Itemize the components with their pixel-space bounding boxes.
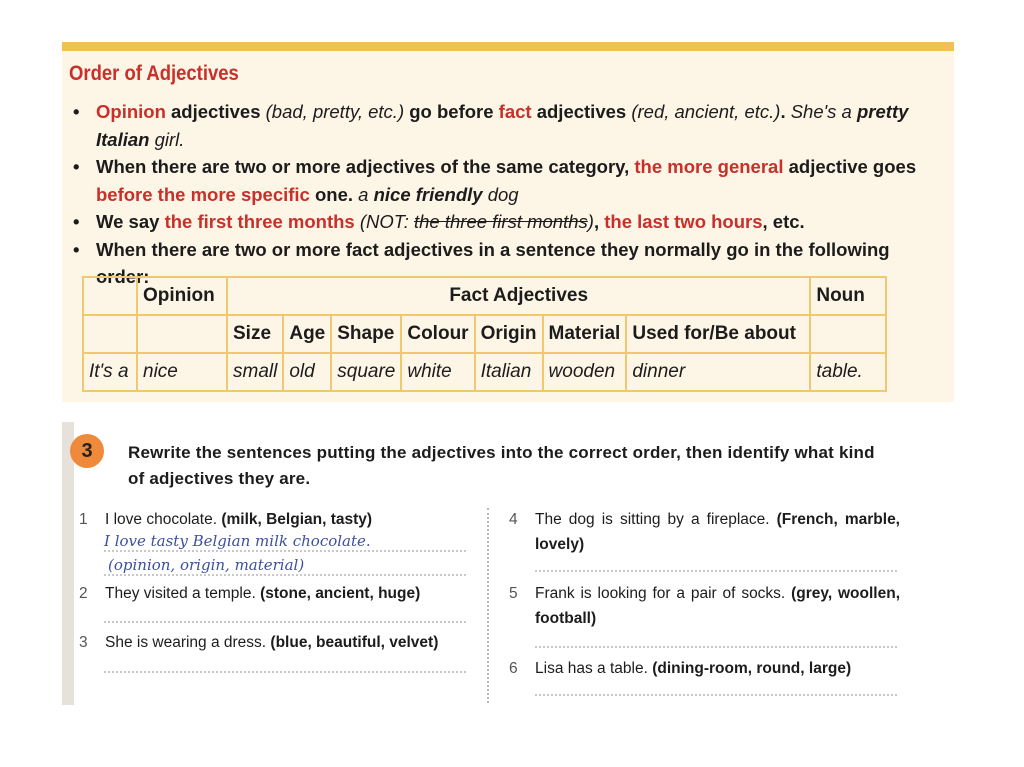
table-cell: wooden	[543, 353, 627, 391]
list-item: 3 She is wearing a dress. (blue, beautiful, velvet)	[79, 634, 439, 651]
bullet-icon: •	[73, 101, 80, 122]
answer-line	[535, 694, 897, 696]
table-cell	[83, 315, 137, 353]
table-header-size: Size	[227, 315, 283, 353]
table-cell	[83, 277, 137, 315]
page-edge-shadow	[62, 422, 74, 705]
answer-line	[104, 671, 466, 673]
table-cell: square	[331, 353, 401, 391]
rule-4: • When there are two or more fact adjectives in a sentence they normally go in the following order:	[70, 236, 948, 291]
table-cell	[137, 315, 227, 353]
column-divider	[487, 508, 489, 703]
table-header-used-for: Used for/Be about	[626, 315, 810, 353]
table-cell: It's a	[83, 353, 137, 391]
adjective-order-table	[82, 276, 887, 392]
table-header-origin: Origin	[475, 315, 543, 353]
rule-1: • Opinion adjectives (bad, pretty, etc.) go before fact adjectives (red, ancient, etc.). She's a pretty Italian girl.	[70, 98, 948, 153]
section-title: Order of Adjectives	[69, 62, 239, 85]
handwritten-answer: (opinion, origin, material)	[108, 556, 305, 574]
handwritten-answer: I love tasty Belgian milk chocolate.	[104, 532, 371, 550]
exercise-number-badge: 3	[70, 434, 104, 468]
answer-line	[104, 621, 466, 623]
table-header-noun: Noun	[810, 277, 886, 315]
table-header-material: Material	[543, 315, 627, 353]
answer-line	[535, 570, 897, 572]
table-cell	[810, 315, 886, 353]
table-cell: nice	[137, 353, 227, 391]
bullet-icon: •	[73, 238, 80, 260]
table-cell: white	[401, 353, 474, 391]
table-header-row	[83, 277, 886, 315]
answer-line	[104, 550, 466, 552]
table-header-shape: Shape	[331, 315, 401, 353]
exercise-instruction: Rewrite the sentences putting the adjectives into the correct order, then identify what kind of adjectives they are.	[128, 443, 875, 488]
table-cell: Italian	[475, 353, 543, 391]
table-header-age: Age	[283, 315, 331, 353]
table-cell: small	[227, 353, 283, 391]
table-example-row	[83, 353, 886, 391]
rule-2: • When there are two or more adjectives of the same category, the more general adjective goes before the more specific one. a nice friendly dog	[70, 153, 948, 208]
list-item: 5 Frank is looking for a pair of socks. (grey, woollen, football)	[509, 585, 900, 627]
list-item: 1 I love chocolate. (milk, Belgian, tasty)	[79, 511, 373, 528]
table-cell: old	[283, 353, 331, 391]
bullet-icon: •	[73, 211, 80, 232]
top-accent-bar	[62, 42, 954, 51]
table-header-colour: Colour	[401, 315, 474, 353]
bullet-icon: •	[73, 156, 80, 177]
list-item: 6 Lisa has a table. (dining-room, round, large)	[509, 660, 852, 677]
table-cell: dinner	[626, 353, 810, 391]
list-item: 4 The dog is sitting by a fireplace. (French, marble, lovely)	[509, 511, 900, 553]
table-cell: table.	[810, 353, 886, 391]
table-header-fact: Fact Adjectives	[227, 277, 810, 315]
table-header-opinion: Opinion	[137, 277, 227, 315]
rules-list	[70, 98, 948, 291]
rule-3: • We say the first three months (NOT: the three first months), the last two hours, etc.	[70, 208, 948, 236]
answer-line	[104, 574, 466, 576]
table-subheader-row	[83, 315, 886, 353]
answer-line	[535, 646, 897, 648]
list-item: 2 They visited a temple. (stone, ancient, huge)	[79, 585, 421, 602]
